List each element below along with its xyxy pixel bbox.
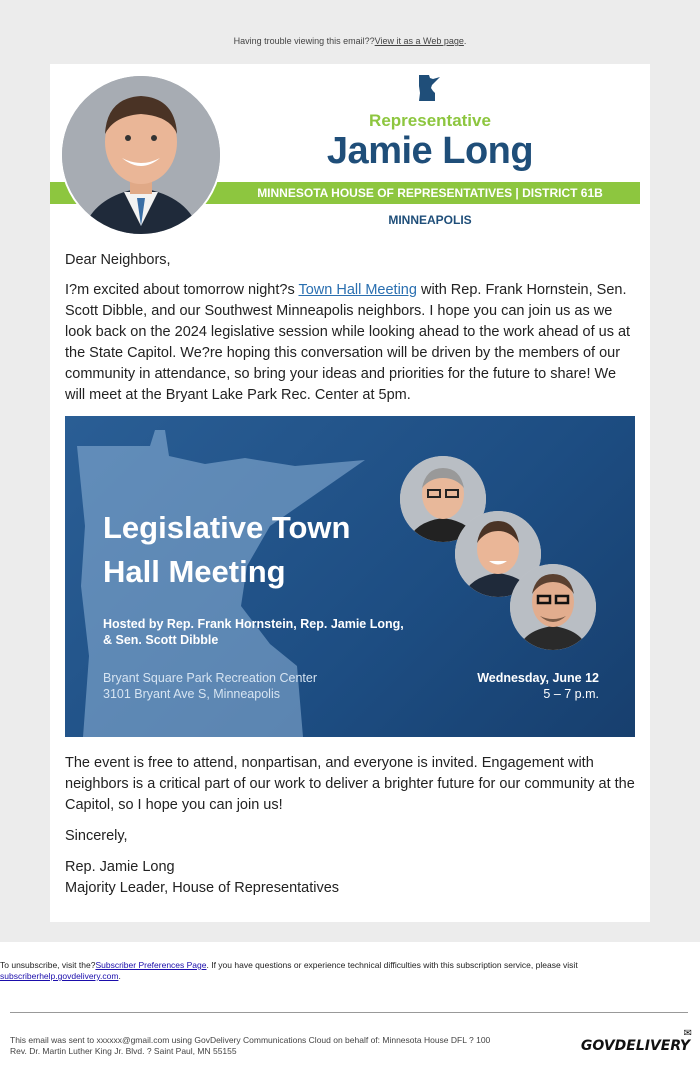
town-hall-link[interactable]: Town Hall Meeting: [298, 282, 417, 298]
email-footer: [0, 942, 700, 1068]
banner-hosts: Hosted by Rep. Frank Hornstein, Rep. Jamie Long, & Sen. Scott Dibble: [103, 617, 404, 647]
representative-name: Jamie Long: [326, 130, 534, 172]
banner-title: Legislative Town Hall Meeting: [103, 510, 351, 589]
event-banner: [65, 416, 635, 737]
city-label: MINNEAPOLIS: [388, 213, 472, 227]
paragraph-2: The event is free to attend, nonpartisan, and everyone is invited. Engagement with neighbors is a critical part of our work to deliver a brighter future for our community at the Capitol, so I hope you can join us!: [65, 755, 635, 813]
sent-info: This email was sent to xxxxxx@gmail.com using GovDelivery Communications Cloud on behalf of: Minnesota House DFL ? 100 Rev. Dr. Martin Luther King Jr. Blvd. ? Saint Paul, MN 55155: [10, 1035, 491, 1056]
envelope-icon: ✉: [683, 1028, 692, 1039]
preheader: Having trouble viewing this email??View it as a Web page.: [233, 36, 467, 46]
minnesota-map-icon: [417, 74, 441, 102]
subscriber-help-link[interactable]: subscriberhelp.govdelivery.com: [0, 971, 119, 981]
govdelivery-logo[interactable]: GOVDELIVERY ✉: [580, 1028, 692, 1054]
greeting: Dear Neighbors,: [65, 252, 171, 268]
avatar-dibble: [510, 564, 596, 650]
web-page-link[interactable]: View it as a Web page: [374, 36, 464, 46]
banner-date-time: Wednesday, June 12 5 – 7 p.m.: [477, 671, 599, 701]
unsubscribe-text: To unsubscribe, visit the?Subscriber Preferences Page. If you have questions or experience technical difficulties with this subscription service, please visit subscriberhelp.govdelivery.com.: [0, 960, 578, 981]
email-card: [50, 64, 650, 922]
banner-venue: Bryant Square Park Recreation Center 3101 Bryant Ave S, Minneapolis: [103, 671, 317, 701]
district-bar-text: MINNESOTA HOUSE OF REPRESENTATIVES | DISTRICT 61B: [257, 186, 603, 200]
closing: Sincerely,: [65, 828, 128, 844]
portrait-avatar: [60, 74, 222, 236]
paragraph-1: I?m excited about tomorrow night?s Town Hall Meeting with Rep. Frank Hornstein, Sen. Scott Dibble, and our Southwest Minneapolis neighbors. I hope you can join us as we look back on the 2024 legislative session while looking ahead to the work ahead of us at the State Capitol. We?re hoping this conversation will be driven by the members of our community in attendance, so bring your ideas and priorities for the future to share! We will meet at the Bryant Lake Park Rec. Center at 5pm.: [65, 282, 631, 403]
subscriber-preferences-link[interactable]: Subscriber Preferences Page: [95, 960, 207, 970]
signature: Rep. Jamie Long Majority Leader, House of Representatives: [65, 859, 340, 896]
representative-label: Representative: [369, 111, 491, 130]
footer-divider: [10, 1012, 688, 1013]
preheader-text: Having trouble viewing this email??: [233, 36, 375, 46]
